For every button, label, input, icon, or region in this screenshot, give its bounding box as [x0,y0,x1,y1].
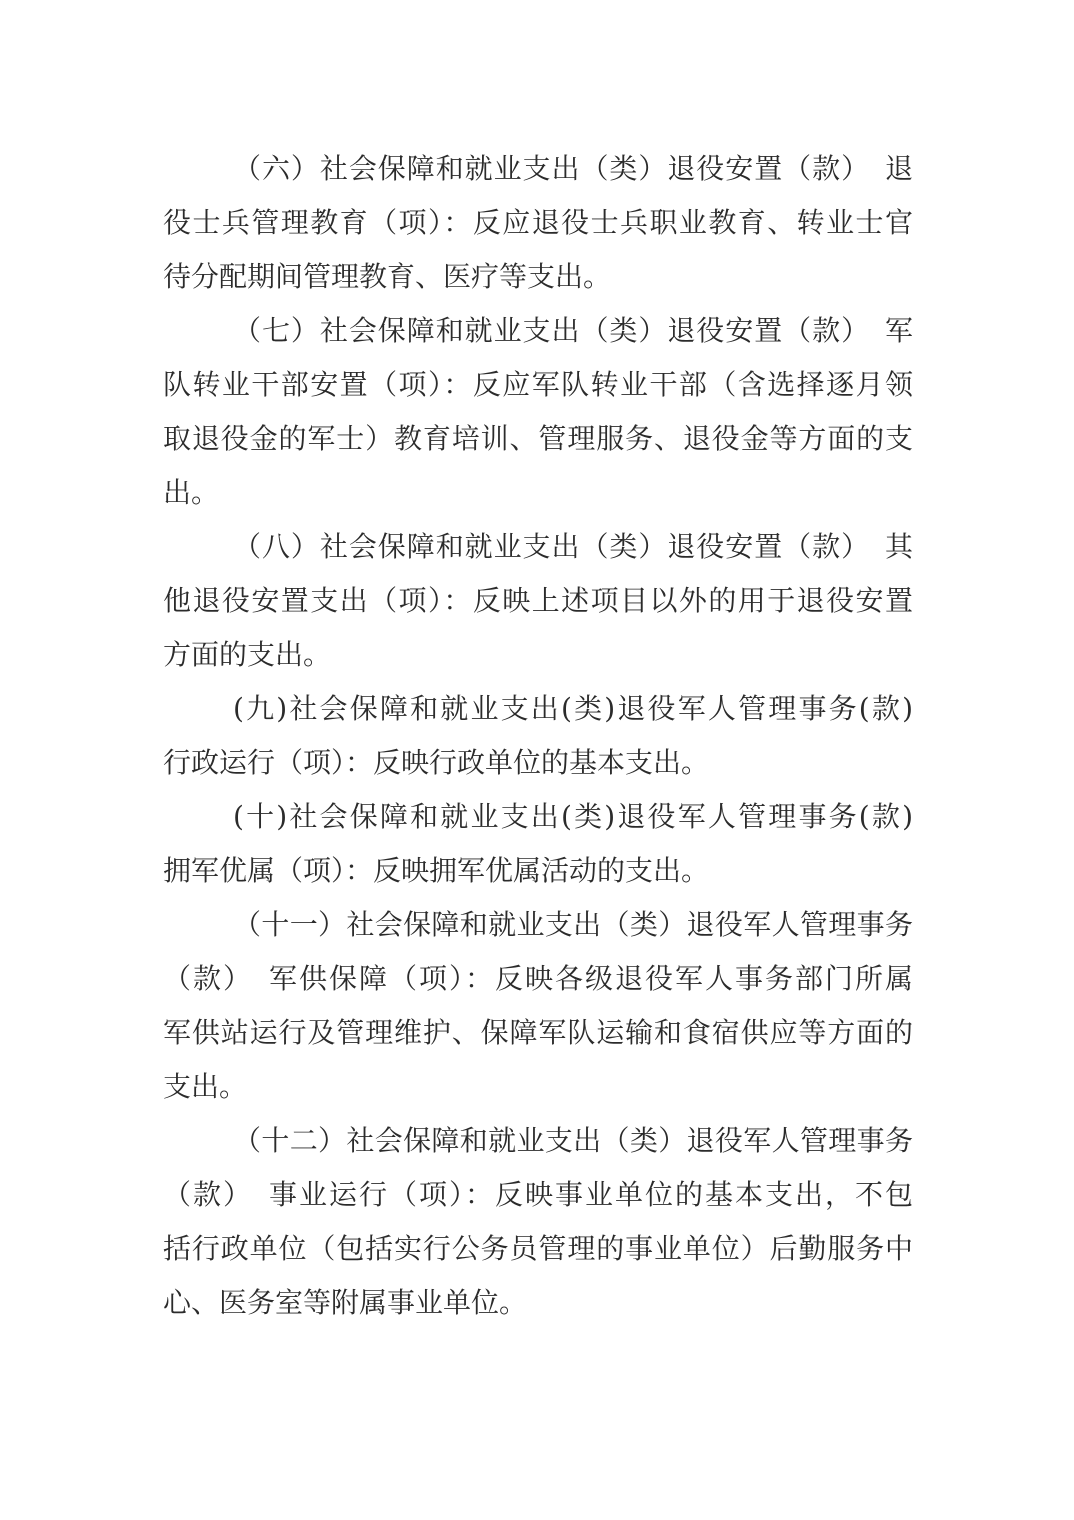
paragraph-item-twelve [163,1114,913,1330]
text-line: （款） 事业运行（项）：反映事业单位的基本支出，不包 [163,1178,913,1211]
text-line: (九)社会保障和就业支出(类)退役军人管理事务(款) [233,692,913,725]
paragraph-item-nine [163,682,913,790]
text-line: 军供站运行及管理维护、保障军队运输和食宿供应等方面的 [163,1016,913,1049]
text-line: 队转业干部安置（项）：反应军队转业干部（含选择逐月领 [163,368,913,401]
paragraph-item-eight [163,520,913,682]
text-line: （六）社会保障和就业支出（类）退役安置（款） 退 [233,152,913,185]
text-line: （七）社会保障和就业支出（类）退役安置（款） 军 [233,314,913,347]
paragraph-item-ten [163,790,913,898]
paragraph-item-eleven [163,898,913,1114]
text-line: 支出。 [163,1070,248,1103]
text-line: 取退役金的军士）教育培训、管理服务、退役金等方面的支 [163,422,913,455]
text-line: （款） 军供保障（项）：反映各级退役军人事务部门所属 [163,962,913,995]
text-line: 括行政单位（包括实行公务员管理的事业单位）后勤服务中 [163,1232,913,1265]
text-line: （十二）社会保障和就业支出（类）退役军人管理事务 [233,1124,913,1157]
text-line: (十)社会保障和就业支出(类)退役军人管理事务(款) [233,800,913,833]
text-line: 他退役安置支出（项）：反映上述项目以外的用于退役安置 [163,584,913,617]
text-line: 出。 [163,476,220,509]
text-line: 待分配期间管理教育、医疗等支出。 [163,260,612,293]
text-line: 役士兵管理教育（项）：反应退役士兵职业教育、转业士官 [163,206,913,239]
text-line: 方面的支出。 [163,638,332,671]
text-line: （八）社会保障和就业支出（类）退役安置（款） 其 [233,530,913,563]
paragraph-item-six [163,142,913,304]
text-line: 心、医务室等附属事业单位。 [163,1286,528,1319]
paragraph-item-seven [163,304,913,520]
text-line: 拥军优属（项）：反映拥军优属活动的支出。 [163,854,710,887]
document-body [163,142,913,1330]
text-line: 行政运行（项）：反映行政单位的基本支出。 [163,746,710,779]
text-line: （十一）社会保障和就业支出（类）退役军人管理事务 [233,908,913,941]
